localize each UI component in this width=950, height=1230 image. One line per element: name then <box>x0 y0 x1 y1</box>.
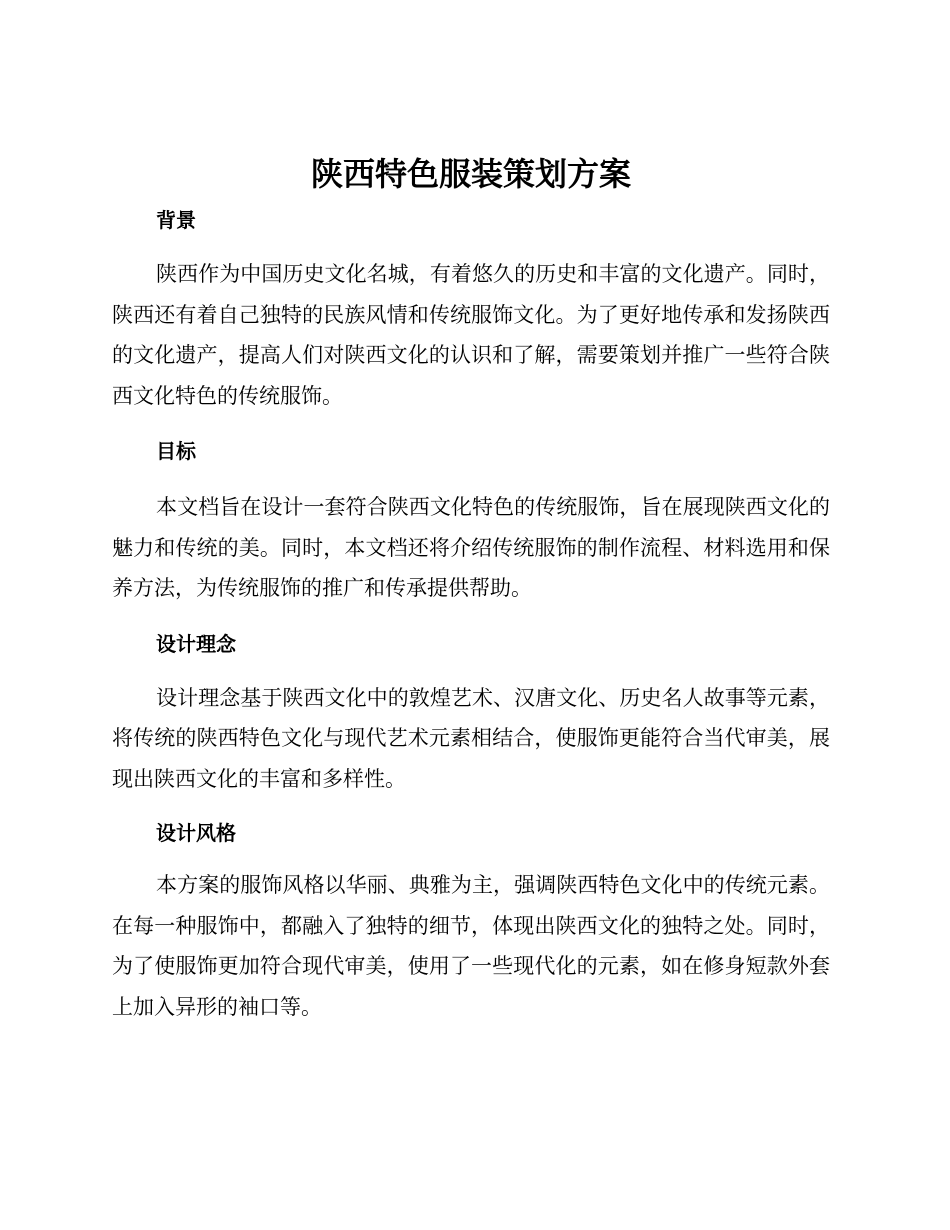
section-heading-design-style: 设计风格 <box>156 821 236 845</box>
section-heading-goal: 目标 <box>156 439 196 463</box>
section-heading-background: 背景 <box>156 208 196 232</box>
section-paragraph-background: 陕西作为中国历史文化名城，有着悠久的历史和丰富的文化遗产。同时，陕西还有着自己独特的民族风情和传统服饰文化。为了更好地传承和发扬陕西的文化遗产，提高人们对陕西文化的认识和了解，需要策划并推广一些符合陕西文化特色的传统服饰。 <box>112 262 830 408</box>
section-paragraph-goal: 本文档旨在设计一套符合陕西文化特色的传统服饰，旨在展现陕西文化的魅力和传统的美。同时，本文档还将介绍传统服饰的制作流程、材料选用和保养方法，为传统服饰的推广和传承提供帮助。 <box>112 495 830 600</box>
section-paragraph-design-style: 本方案的服饰风格以华丽、典雅为主，强调陕西特色文化中的传统元素。在每一种服饰中，都融入了独特的细节，体现出陕西文化的独特之处。同时，为了使服饰更加符合现代审美，使用了一些现代化的元素，如在修身短款外套上加入异形的袖口等。 <box>112 873 830 1019</box>
document-title: 陕西特色服装策划方案 <box>310 155 631 193</box>
section-heading-design-concept: 设计理念 <box>156 631 236 656</box>
document-page <box>112 146 830 1027</box>
section-paragraph-design-concept: 设计理念基于陕西文化中的敦煌艺术、汉唐文化、历史名人故事等元素，将传统的陕西特色文化与现代艺术元素相结合，使服饰更能符合当代审美，展现出陕西文化的丰富和多样性。 <box>112 685 830 791</box>
